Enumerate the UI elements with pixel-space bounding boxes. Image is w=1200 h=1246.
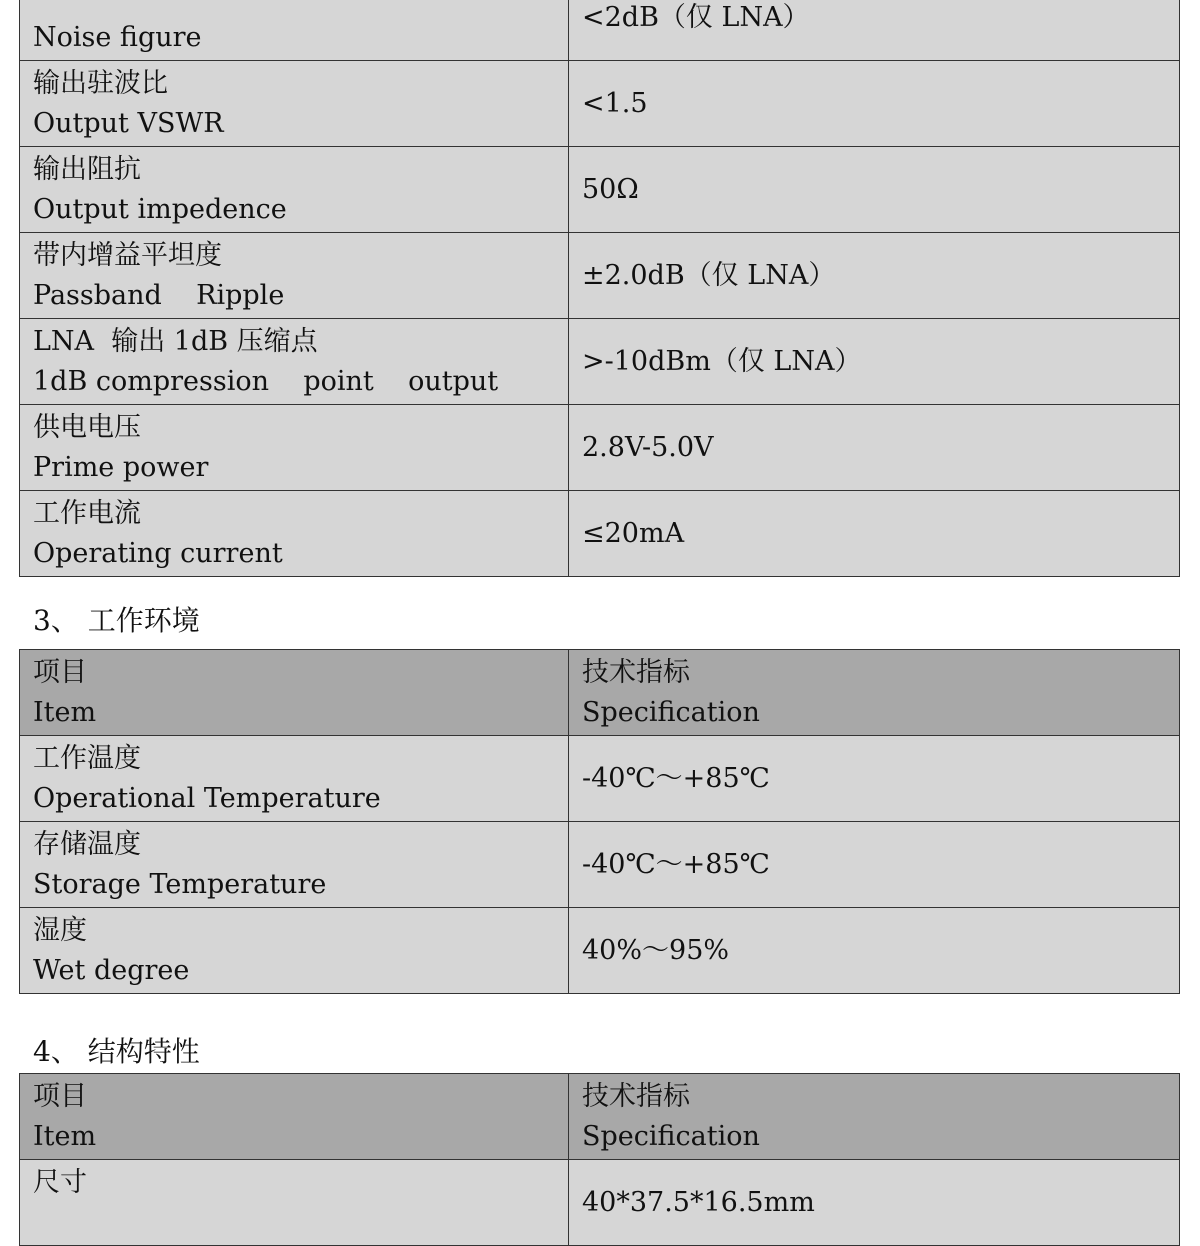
item-en: Operational Temperature bbox=[33, 782, 381, 814]
item-cell bbox=[20, 319, 569, 405]
value-cell: -40℃～+85℃ bbox=[569, 822, 1180, 908]
value-cell: <1.5 bbox=[569, 61, 1180, 147]
item-zh: 存储温度 bbox=[33, 828, 141, 860]
header-item-cell bbox=[20, 650, 569, 736]
structure-table bbox=[19, 1073, 1180, 1246]
value-cell: -40℃～+85℃ bbox=[569, 736, 1180, 822]
value-cell: <2dB（仅 LNA） bbox=[569, 0, 1180, 61]
header-spec-zh: 技术指标 bbox=[582, 656, 690, 688]
table-row bbox=[20, 405, 1180, 491]
item-en: Operating current bbox=[33, 537, 283, 569]
item-cell bbox=[20, 736, 569, 822]
item-en: Output VSWR bbox=[33, 107, 224, 139]
value-cell: 2.8V-5.0V bbox=[569, 405, 1180, 491]
item-en: Wet degree bbox=[33, 954, 190, 986]
table-header-row bbox=[20, 1074, 1180, 1160]
item-cell bbox=[20, 1160, 569, 1246]
item-en: Prime power bbox=[33, 451, 209, 483]
item-cell bbox=[20, 147, 569, 233]
value-cell: 40%～95% bbox=[569, 908, 1180, 994]
item-zh: 工作电流 bbox=[33, 497, 141, 529]
table-row bbox=[20, 61, 1180, 147]
table-header-row bbox=[20, 650, 1180, 736]
value-cell: 40*37.5*16.5mm bbox=[569, 1160, 1180, 1246]
item-cell bbox=[20, 405, 569, 491]
header-spec-cell bbox=[569, 650, 1180, 736]
header-spec-en: Specification bbox=[582, 696, 760, 728]
value-cell: ≤20mA bbox=[569, 491, 1180, 577]
item-zh: 工作温度 bbox=[33, 742, 141, 774]
item-cell bbox=[20, 822, 569, 908]
item-zh: LNA 输出 1dB 压缩点 bbox=[33, 325, 318, 357]
value-cell: ±2.0dB（仅 LNA） bbox=[569, 233, 1180, 319]
environment-table bbox=[19, 649, 1180, 994]
table-row bbox=[20, 0, 1180, 61]
header-item-en: Item bbox=[33, 696, 97, 728]
item-zh: 输出驻波比 bbox=[33, 67, 168, 99]
value-cell: >-10dBm（仅 LNA） bbox=[569, 319, 1180, 405]
header-spec-zh: 技术指标 bbox=[582, 1080, 690, 1112]
item-en: Passband Ripple bbox=[33, 279, 285, 311]
item-en: Storage Temperature bbox=[33, 868, 327, 900]
item-en: Output impedence bbox=[33, 193, 287, 225]
table-row bbox=[20, 822, 1180, 908]
table-row bbox=[20, 233, 1180, 319]
table-row bbox=[20, 491, 1180, 577]
header-item-zh: 项目 bbox=[33, 656, 87, 688]
item-en bbox=[33, 1203, 568, 1243]
header-item-en: Item bbox=[33, 1120, 97, 1152]
item-en: 1dB compression point output bbox=[33, 365, 499, 397]
item-cell bbox=[20, 0, 569, 61]
section-title: 3、 工作环境 bbox=[33, 604, 200, 637]
header-item-zh: 项目 bbox=[33, 1080, 87, 1112]
item-zh: 带内增益平坦度 bbox=[33, 239, 222, 271]
item-cell bbox=[20, 61, 569, 147]
item-zh: 湿度 bbox=[33, 914, 87, 946]
value-cell: 50Ω bbox=[569, 147, 1180, 233]
section-title: 4、 结构特性 bbox=[33, 1035, 200, 1068]
item-zh: 尺寸 bbox=[33, 1166, 87, 1198]
item-cell bbox=[20, 233, 569, 319]
item-zh: 供电电压 bbox=[33, 411, 141, 443]
table-row bbox=[20, 736, 1180, 822]
header-item-cell bbox=[20, 1074, 569, 1160]
header-spec-en: Specification bbox=[582, 1120, 760, 1152]
table-row bbox=[20, 147, 1180, 233]
item-zh bbox=[33, 0, 568, 18]
item-zh: 输出阻抗 bbox=[33, 153, 141, 185]
table-row bbox=[20, 908, 1180, 994]
header-spec-cell bbox=[569, 1074, 1180, 1160]
table-row bbox=[20, 319, 1180, 405]
rf-spec-table bbox=[19, 0, 1180, 577]
item-cell bbox=[20, 491, 569, 577]
item-en: Noise figure bbox=[33, 21, 202, 53]
item-cell bbox=[20, 908, 569, 994]
table-row bbox=[20, 1160, 1180, 1246]
